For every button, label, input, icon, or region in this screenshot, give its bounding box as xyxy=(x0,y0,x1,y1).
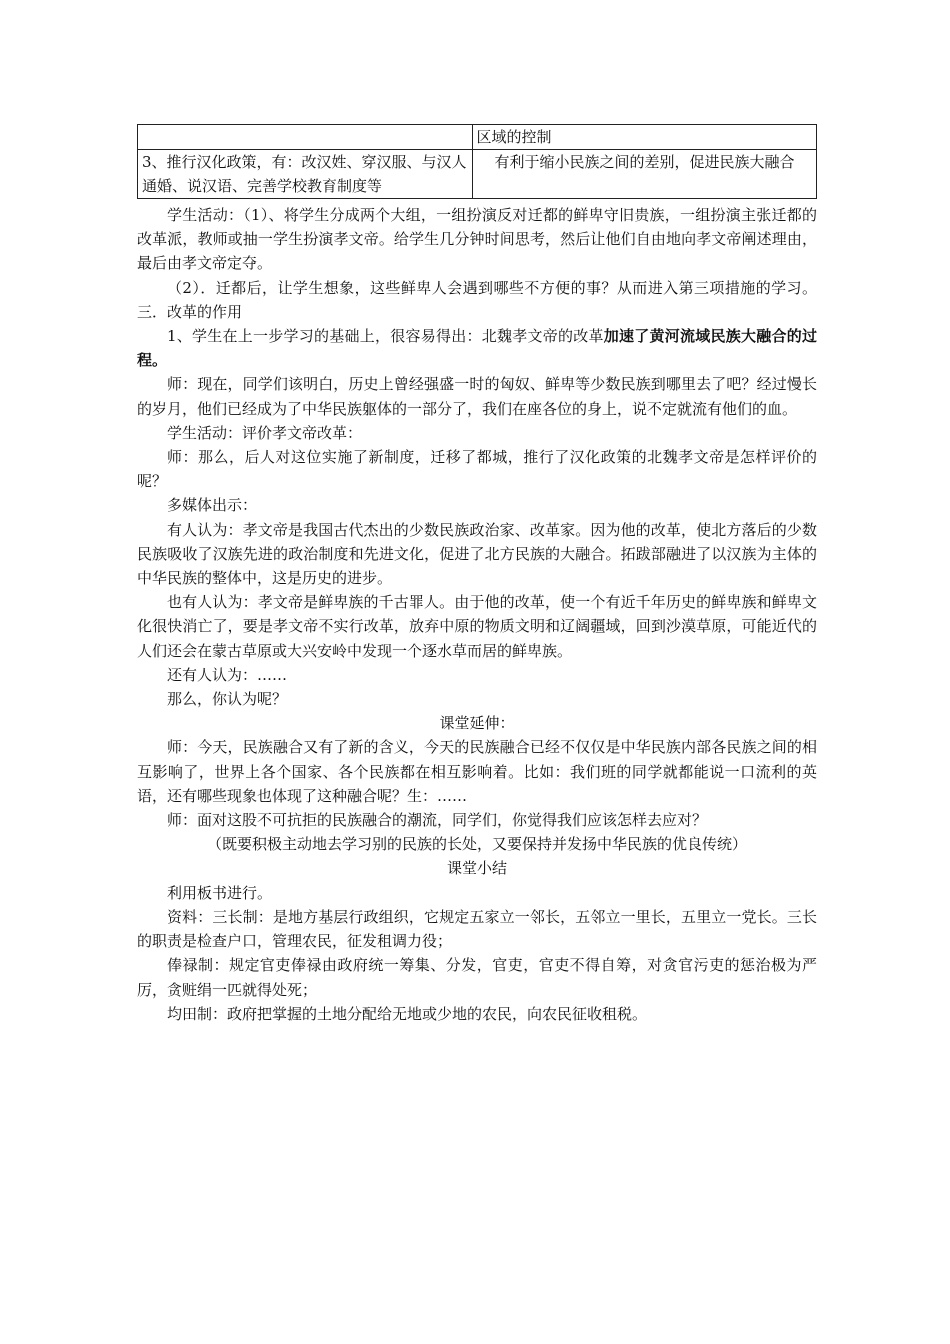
paragraph: 还有人认为：…… xyxy=(167,665,288,684)
paragraph: 师：现在，同学们该明白，历史上曾经强盛一时的匈奴、鲜卑等少数民族到哪里去了吧？经过慢长的岁月，他们已经成为了中华民族躯体的一部分了，我们在座各位的身上，说不定就流有他们的血。 xyxy=(137,375,817,418)
section-heading: 课堂小结 xyxy=(446,859,507,878)
paragraph: 也有人认为：孝文帝是鲜卑族的千古罪人。由于他的改革，使一个有近千年历史的鲜卑族和鲜卑文化很快消亡了，要是孝文帝不实行改革，放弃中原的物质文明和辽阔疆域，回到沙漠草原，可能近代的人们还会在蒙古草原或大兴安岭中发现一个逐水草而居的鲜卑族。 xyxy=(137,593,817,660)
document-page xyxy=(137,124,817,1026)
paragraph: （2）．迁都后，让学生想象，这些鲜卑人会遇到哪些不方便的事？从而进入第三项措施的学习。三．改革的作用 xyxy=(137,278,817,321)
paragraph: 那么，你认为呢？ xyxy=(167,690,288,709)
reform-table xyxy=(137,124,817,199)
table-cell: 区域的控制 xyxy=(472,125,816,150)
emphasis-text: 加速了黄河流域民族大融合的过程。 xyxy=(137,327,817,370)
paragraph xyxy=(137,324,817,372)
paragraph: 师：那么，后人对这位实施了新制度，迁移了都城，推行了汉化政策的北魏孝文帝是怎样评价的呢？ xyxy=(137,448,817,491)
paragraph: 学生活动：（1）、将学生分成两个大组，一组扮演反对迁都的鲜卑守旧贵族，一组扮演主张迁都的改革派，教师或抽一学生扮演孝文帝。给学生几分钟时间思考，然后让他们自由地向孝文帝阐述理由，最后由孝文帝定夺。 xyxy=(137,206,817,273)
section-heading: 课堂延伸： xyxy=(439,714,515,733)
table-row xyxy=(138,125,817,150)
paragraph: 师：今天，民族融合又有了新的含义，今天的民族融合已经不仅仅是中华民族内部各民族之间的相互影响了，世界上各个国家、各个民族都在相互影响着。比如：我们班的同学就都能说一口流利的英语，还有哪些现象也体现了这种融合呢？生：…… xyxy=(137,738,817,805)
paragraph: 学生活动：评价孝文帝改革： xyxy=(167,423,363,442)
paragraph-text: 1、学生在上一步学习的基础上，很容易得出：北魏孝文帝的改革 xyxy=(167,327,604,346)
lesson-body xyxy=(137,203,817,1026)
paragraph: 多媒体出示： xyxy=(167,496,258,515)
paragraph: （既要积极主动地去学习别的民族的长处，又要保持并发扬中华民族的优良传统） xyxy=(206,835,747,854)
paragraph: 均田制：政府把掌握的土地分配给无地或少地的农民，向农民征收租税。 xyxy=(167,1004,648,1023)
paragraph: 有人认为：孝文帝是我国古代杰出的少数民族政治家、改革家。因为他的改革，使北方落后的少数民族吸收了汉族先进的政治制度和先进文化，促进了北方民族的大融合。拓跋部融进了以汉族为主体的中华民族的整体中，这是历史的进步。 xyxy=(137,520,817,588)
table-cell: 3、推行汉化政策，有：改汉姓、穿汉服、与汉人通婚、说汉语、完善学校教育制度等 xyxy=(138,150,473,199)
table-cell: 有利于缩小民族之间的差别，促进民族大融合 xyxy=(472,150,816,199)
paragraph: 利用板书进行。 xyxy=(167,883,273,902)
table-row xyxy=(138,150,817,199)
paragraph: 师：面对这股不可抗拒的民族融合的潮流，同学们，你觉得我们应该怎样去应对？ xyxy=(167,811,708,830)
paragraph: 俸禄制：规定官吏俸禄由政府统一筹集、分发，官吏，官吏不得自筹，对贪官污吏的惩治极为严厉，贪赃绢一匹就得处死； xyxy=(137,956,817,999)
table-cell xyxy=(138,125,473,150)
paragraph: 资料：三长制：是地方基层行政组织，它规定五家立一邻长，五邻立一里长，五里立一党长。三长的职责是检查户口，管理农民，征发租调力役； xyxy=(137,907,817,951)
